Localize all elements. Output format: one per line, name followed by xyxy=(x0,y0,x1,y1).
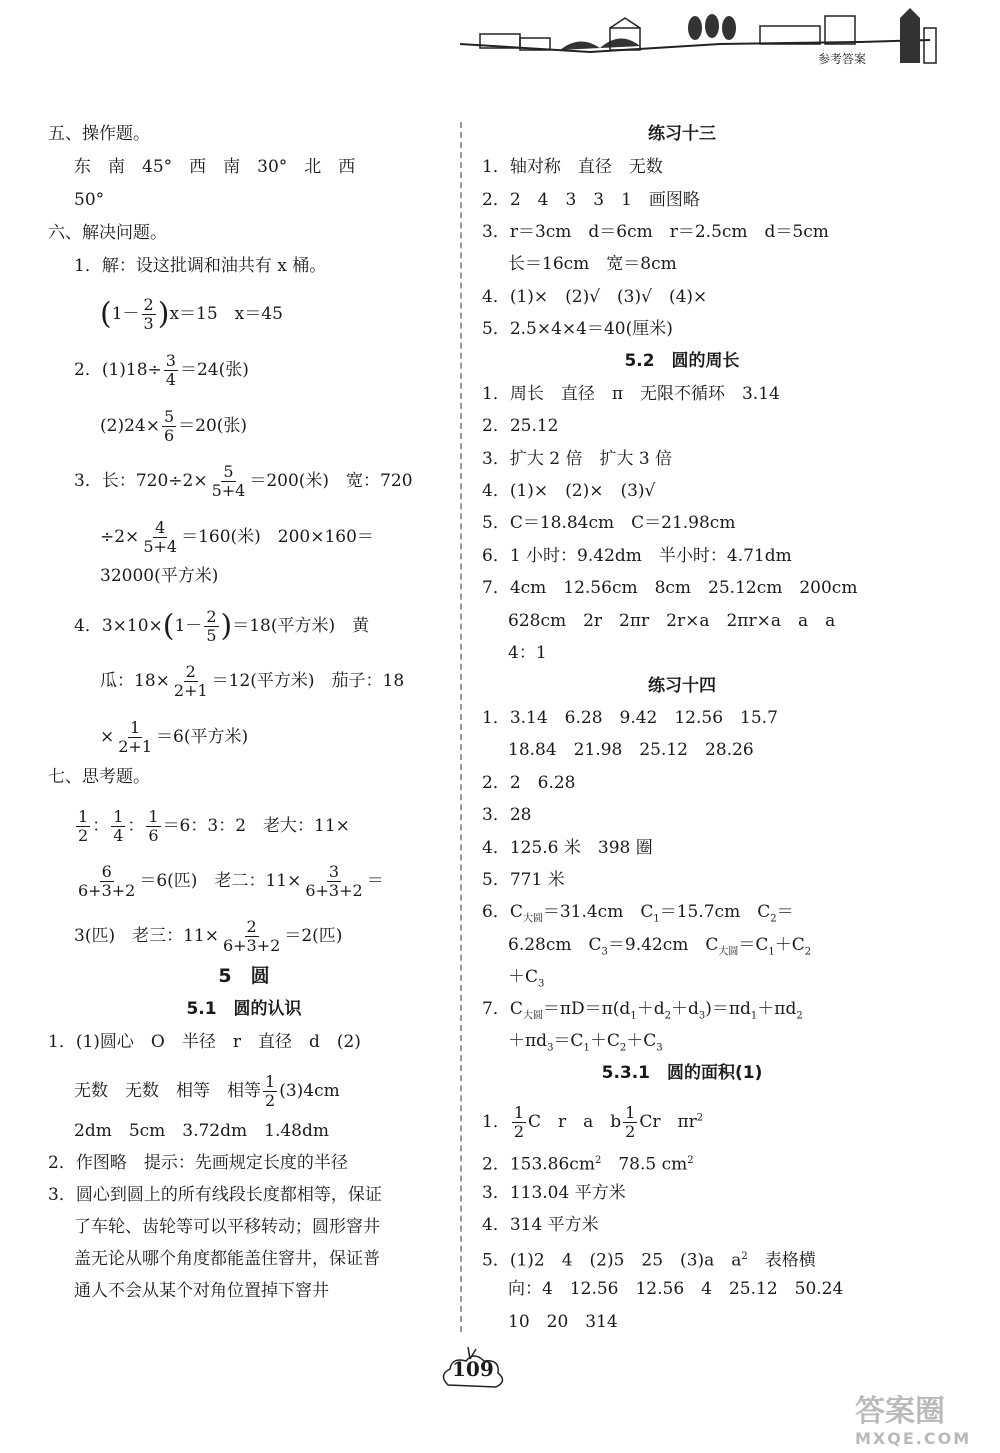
text-line: 1．轴对称 直径 无数 xyxy=(482,157,663,177)
fraction: $\frac{1}{2}$ xyxy=(265,1072,276,1110)
text-line: 1．解：设这批调和油共有 x 桶。 xyxy=(74,256,327,276)
equation-line: × $\frac{1}{2+1}$ ＝6(平方米) xyxy=(100,718,249,756)
fraction: $\frac{3}{6+3+2}$ xyxy=(305,862,363,900)
equation-line: 6．$C_{大圆}=31.4cm$ $C_1=15.7cm$ $C_2=$ xyxy=(482,902,794,925)
text-line: 东 南 45° 西 南 30° 北 西 xyxy=(74,157,356,177)
equation-line: $+\pi d_3=C_1+C_2+C_3$ xyxy=(508,1031,663,1054)
equation-line: 2．$153.86cm^2$ 78.5 $cm^2$ xyxy=(482,1154,694,1175)
fraction: $\frac{1}{2}$ xyxy=(625,1103,636,1141)
text-line: 1．(1)圆心 O 半径 r 直径 d (2) xyxy=(48,1032,361,1052)
section-seven-title: 七、思考题。 xyxy=(48,767,150,787)
exercise-title: 练习十四 xyxy=(648,676,716,696)
text-line: 3．113.04 平方米 xyxy=(482,1183,626,1203)
column-divider xyxy=(460,122,462,1332)
header-illustration xyxy=(460,8,980,78)
text-line: 5．C＝18.84cm C＝21.98cm xyxy=(482,513,736,533)
text-line: 1．周长 直径 π 无限不循环 3.14 xyxy=(482,384,780,404)
equation-line: (1－ $\frac{2}{3}$ )x＝15 x＝45 xyxy=(100,295,283,333)
fraction: $\frac{2}{5}$ xyxy=(206,607,217,645)
header-label: 参考答案 xyxy=(818,52,867,66)
watermark-logo-text: 答案圈 xyxy=(855,1394,945,1429)
text-line: 6．1 小时：9.42dm 半小时：4.71dm xyxy=(482,546,792,566)
equation-line: 2．(1)18÷ $\frac{3}{4}$ ＝24(张) xyxy=(74,351,249,389)
text-line: 7．4cm 12.56cm 8cm 25.12cm 200cm xyxy=(482,578,858,598)
watermark xyxy=(855,1395,995,1450)
text-line: 长＝16cm 宽＝8cm xyxy=(508,254,677,274)
section-title: 5.2 圆的周长 xyxy=(624,351,740,371)
text-line: 向：4 12.56 12.56 4 25.12 50.24 xyxy=(508,1279,844,1299)
text-line: 4．(1)× (2)× (3)√ xyxy=(482,481,656,501)
text-line: 5．771 米 xyxy=(482,870,565,890)
section-five-title: 五、操作题。 xyxy=(48,124,150,144)
watermark-url: MXQE.COM xyxy=(855,1429,972,1448)
fraction: $\frac{3}{4}$ xyxy=(165,351,176,389)
chapter-title: 5 圆 xyxy=(218,965,270,987)
equation-line: 5．(1)2 4 (2)5 25 (3)a $a^2$ 表格横 xyxy=(482,1250,816,1271)
text-line: 18.84 21.98 25.12 28.26 xyxy=(508,740,754,760)
text-line: 32000(平方米) xyxy=(100,566,219,586)
fraction: $\frac{1}{6}$ xyxy=(148,807,159,845)
text-line: 2．25.12 xyxy=(482,416,559,436)
fraction: $\frac{2}{3}$ xyxy=(143,295,154,333)
equation-line: ÷2× $\frac{4}{5+4}$ ＝160(米) 200×160＝ xyxy=(100,518,374,556)
text-line: 10 20 314 xyxy=(508,1312,618,1332)
equation-line: 7．$C_{大圆}=\pi D=\pi(d_1+d_2+d_3)=\pi d_1+\pi d_2$ xyxy=(482,999,803,1022)
equation-line: 3(匹) 老三：11× $\frac{2}{6+3+2}$ ＝2(匹) xyxy=(74,917,343,955)
text-line: 4：1 xyxy=(508,643,547,663)
text-line: 2．2 6.28 xyxy=(482,773,576,793)
fraction: $\frac{6}{6+3+2}$ xyxy=(78,862,136,900)
text-line: 4．125.6 米 398 圈 xyxy=(482,838,653,858)
fraction: $\frac{1}{2}$ xyxy=(513,1103,525,1141)
section-six-title: 六、解决问题。 xyxy=(48,223,167,243)
text-line: 2．2 4 3 3 1 画图略 xyxy=(482,190,700,210)
exercise-title: 练习十三 xyxy=(648,124,716,144)
section-title: 5.3.1 圆的面积(1) xyxy=(601,1063,763,1083)
text-line: 2dm 5cm 3.72dm 1.48dm xyxy=(74,1121,329,1141)
text-line: 5．2.5×4×4＝40(厘米) xyxy=(482,319,673,339)
section-title: 5.1 圆的认识 xyxy=(186,999,302,1019)
equation-line: $\frac{1}{2}$ ： $\frac{1}{4}$ ： $\frac{1}{6}$ ＝6：3：2 老大：11× xyxy=(78,807,350,845)
equation-line: 3．长：720÷2× $\frac{5}{5+4}$ ＝200(米) 宽：720 xyxy=(74,462,413,500)
fraction: $\frac{1}{4}$ xyxy=(113,807,124,845)
equation-line: $+C_3$ xyxy=(508,967,545,990)
text-line: 3．圆心到圆上的所有线段长度都相等，保证 xyxy=(48,1185,382,1205)
equation-line: 4．3×10×(1－ $\frac{2}{5}$ )＝18(平方米) 黄 xyxy=(74,607,370,645)
equation-line: 瓜：18× $\frac{2}{2+1}$ ＝12(平方米) 茄子：18 xyxy=(100,662,405,700)
text-line: 1．3.14 6.28 9.42 12.56 15.7 xyxy=(482,708,778,728)
page-number: 109 xyxy=(452,1357,494,1381)
text-line: 4．(1)× (2)√ (3)√ (4)× xyxy=(482,287,708,307)
equation-line: 无数 无数 相等 相等 $\frac{1}{2}$ (3)4cm xyxy=(74,1072,340,1110)
equation-line: $\frac{6}{6+3+2}$ ＝6(匹) 老二：11× $\frac{3}{6+3+2}$ ＝ xyxy=(78,862,384,900)
equation-line: (2)24× $\frac{5}{6}$ ＝20(张) xyxy=(100,407,248,445)
fraction: $\frac{1}{2}$ xyxy=(78,807,89,845)
text-line: 3．28 xyxy=(482,805,532,825)
text-line: 3．扩大 2 倍 扩大 3 倍 xyxy=(482,449,673,469)
fraction: $\frac{5}{6}$ xyxy=(163,407,175,445)
text-line: 50° xyxy=(74,190,105,210)
text-line: 628cm 2r 2πr 2r×a 2πr×a a a xyxy=(508,611,836,631)
equation-line: 6.28cm $C_3=9.42cm$ $C_{大圆}=C_1+C_2$ xyxy=(508,935,812,958)
fraction: $\frac{2}{2+1}$ xyxy=(173,662,208,700)
fraction: $\frac{4}{5+4}$ xyxy=(143,518,178,556)
text-line: 2．作图略 提示：先画规定长度的半径 xyxy=(48,1153,348,1173)
equation-line: 1． $\frac{1}{2}$ C r a b $\frac{1}{2}$ Cr $\pi r^2$ xyxy=(482,1103,704,1141)
text-line: 3．r＝3cm d＝6cm r＝2.5cm d＝5cm xyxy=(482,222,829,242)
fraction: $\frac{2}{6+3+2}$ xyxy=(222,917,281,955)
text-line: 4．314 平方米 xyxy=(482,1215,599,1235)
text-line: 了车轮、齿轮等可以平移转动；圆形窨井 xyxy=(74,1217,380,1237)
text-line: 盖无论从哪个角度都能盖住窨井，保证普 xyxy=(74,1249,380,1269)
fraction: $\frac{1}{2+1}$ xyxy=(118,718,153,756)
fraction: $\frac{5}{5+4}$ xyxy=(211,462,246,500)
text-line: 通人不会从某个对角位置掉下窨井 xyxy=(74,1281,329,1301)
